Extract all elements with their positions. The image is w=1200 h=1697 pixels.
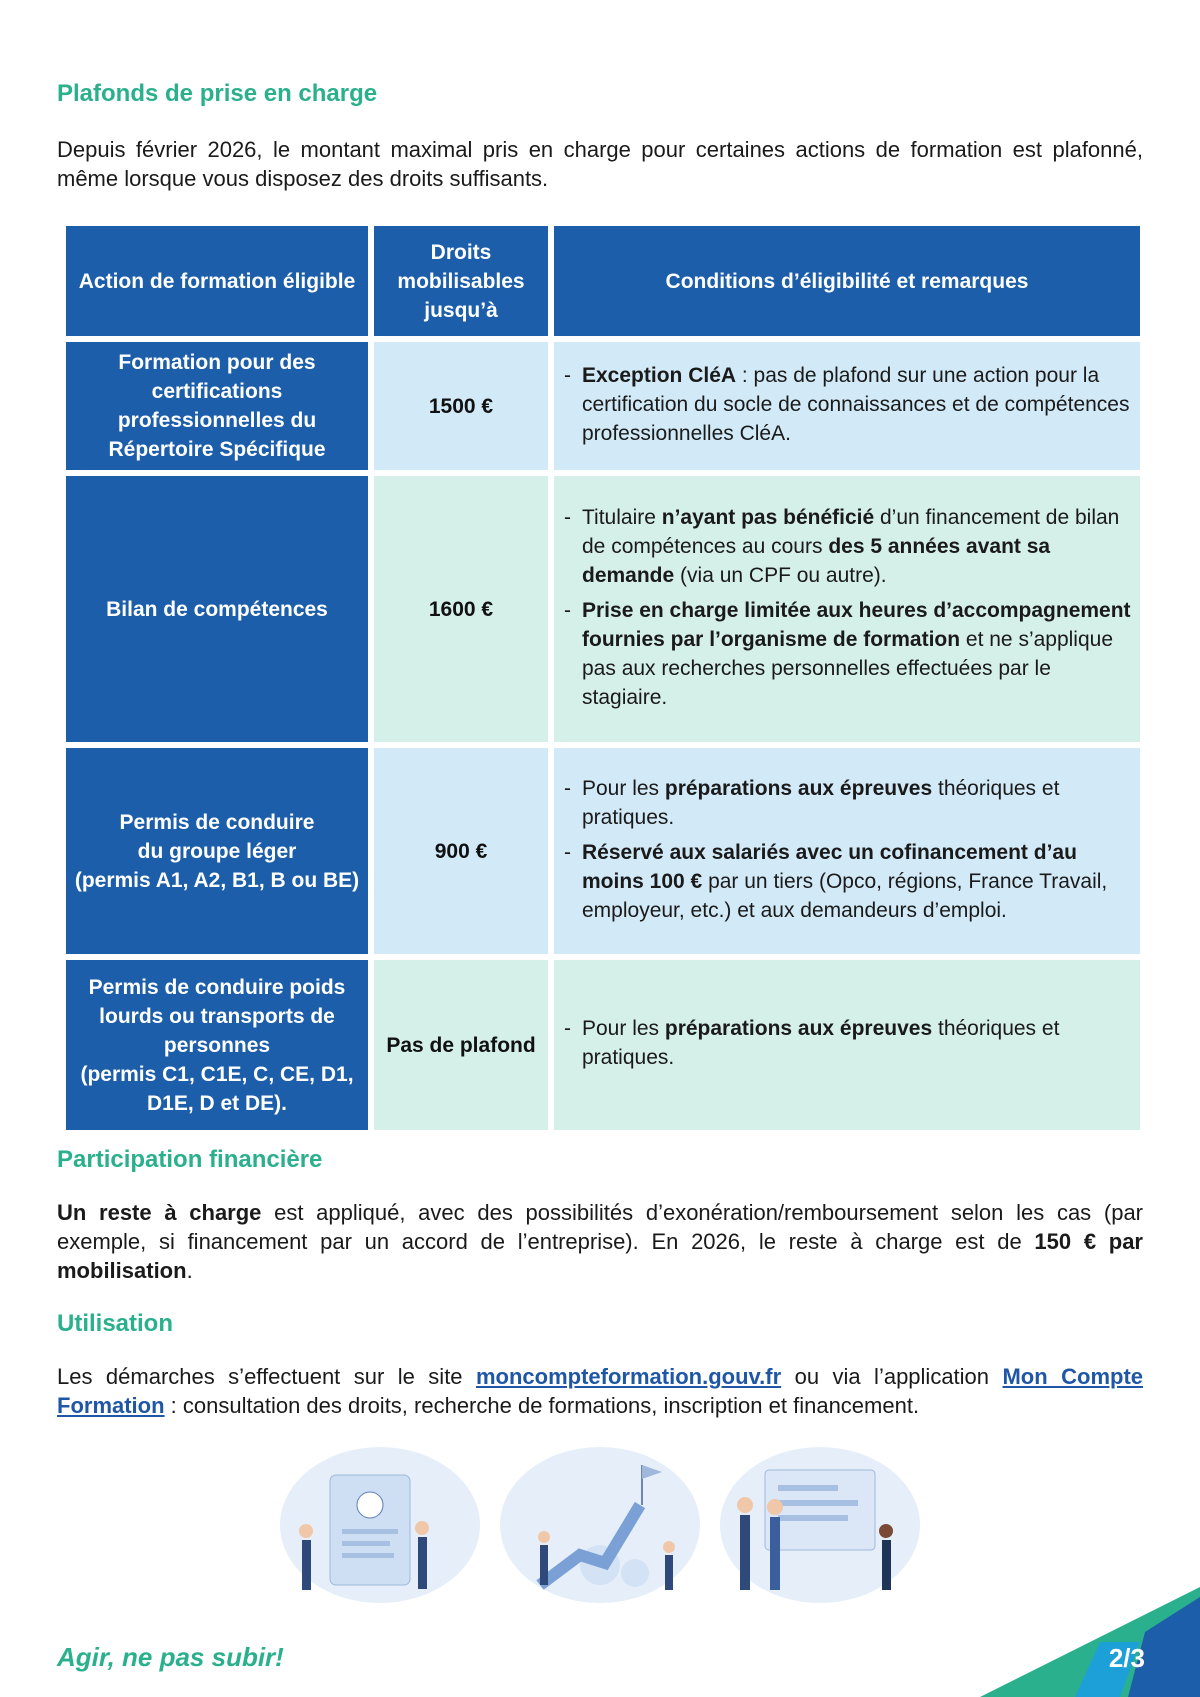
participation-text: est appliqué, avec des possibilités d’exonération/remboursement selon les cas (par exemple, si financement par un accord de l’entreprise). En 2026, le reste à charge est de — [57, 1200, 1144, 1254]
corner-decoration — [980, 1587, 1200, 1697]
participation-bold: Un reste à charge — [57, 1200, 262, 1225]
app-link[interactable]: Mon Compte Formation — [57, 1364, 1143, 1418]
section-title-utilisation: Utilisation — [57, 1310, 174, 1337]
condition-item — [562, 361, 1132, 448]
website-link[interactable]: moncompteformation.gouv.fr — [475, 1364, 782, 1389]
table-row — [66, 476, 1140, 742]
action-cell: Formation pour des certifications professionnelles du Répertoire Spécifique — [66, 342, 368, 470]
utilisation-text: : consultation des droits, recherche de formations, inscription et financement. — [164, 1393, 920, 1418]
illustrations — [270, 1445, 930, 1605]
condition-bold: préparations aux épreuves — [664, 776, 933, 800]
condition-bold: Prise en charge limitée aux heures d’accompagnement fournies par l’organisme de formation — [582, 598, 1131, 651]
condition-text: Pour les — [582, 776, 665, 800]
amount-cell: 900 € — [374, 748, 548, 954]
amount-cell: 1500 € — [374, 342, 548, 470]
action-line: (permis C1, C1E, C, CE, D1, D1E, D et DE). — [80, 1062, 354, 1115]
conditions-cell — [554, 476, 1140, 742]
section-title-plafonds: Plafonds de prise en charge — [57, 80, 378, 107]
condition-bold: des 5 années avant sa demande — [582, 534, 1051, 587]
condition-item — [562, 1014, 1132, 1072]
presentation-board-illustration — [720, 1447, 920, 1603]
action-line: (permis A1, A2, B1, B ou BE) — [74, 868, 360, 892]
section-title-participation: Participation financière — [57, 1146, 323, 1173]
plafonds-table — [60, 220, 1146, 1136]
header-amount: Droits mobilisables jusqu’à — [374, 226, 548, 336]
table-row — [66, 748, 1140, 954]
condition-text: (via un CPF ou autre). — [674, 563, 887, 587]
condition-item — [562, 774, 1132, 832]
participation-paragraph — [57, 1198, 1143, 1285]
action-line: Permis de conduire poids lourds ou transports de personnes — [88, 975, 346, 1057]
intro-paragraph: Depuis février 2026, le montant maximal pris en charge pour certaines actions de formation est plafonné, même lorsque vous disposez des droits suffisants. — [57, 137, 1143, 191]
action-line: Permis de conduire du groupe léger — [119, 810, 315, 863]
condition-text: théoriques et pratiques. — [582, 776, 1060, 829]
clipboard-profile-illustration — [280, 1447, 480, 1603]
condition-bold: Exception CléA — [582, 363, 737, 387]
participation-bold: 150 € par mobilisation — [57, 1229, 1143, 1283]
header-action: Action de formation éligible — [66, 226, 368, 336]
table-header-row — [66, 226, 1140, 336]
condition-item — [562, 503, 1132, 590]
participation-text: . — [186, 1258, 193, 1283]
utilisation-text: Les démarches s’effectuent sur le site — [57, 1364, 476, 1389]
condition-text: Pour les — [582, 1017, 665, 1040]
footer-slogan: Agir, ne pas subir! — [57, 1642, 284, 1672]
page-number: 2/3 — [1108, 1643, 1145, 1673]
utilisation-paragraph — [57, 1362, 1143, 1420]
condition-bold: préparations aux épreuves — [664, 1017, 933, 1040]
condition-text: et ne s’applique pas aux recherches personnelles effectuées par le stagiaire. — [582, 627, 1114, 709]
table-row — [66, 342, 1140, 470]
condition-text: théoriques et pratiques. — [582, 1017, 1060, 1069]
conditions-cell — [554, 342, 1140, 470]
action-cell: Bilan de compétences — [66, 476, 368, 742]
header-conditions: Conditions d’éligibilité et remarques — [554, 226, 1140, 336]
condition-item — [562, 838, 1132, 925]
condition-bold: n’ayant pas bénéficié — [661, 505, 875, 529]
condition-text: par un tiers (Opco, régions, France Travail, employeur, etc.) et aux demandeurs d’emploi. — [582, 869, 1108, 922]
conditions-cell — [554, 960, 1140, 1130]
action-cell — [66, 960, 368, 1130]
conditions-cell — [554, 748, 1140, 954]
table-row — [66, 960, 1140, 1130]
condition-item — [562, 596, 1132, 712]
growth-chart-illustration — [500, 1447, 700, 1603]
condition-text: d’un financement de bilan de compétences au cours — [582, 505, 1120, 558]
utilisation-text: ou via l’application — [781, 1364, 1003, 1389]
condition-text: : pas de plafond sur une action pour la certification du socle de connaissances et de compétences professionnelles CléA. — [582, 363, 1130, 445]
action-cell — [66, 748, 368, 954]
condition-text: Titulaire — [582, 505, 662, 529]
amount-cell: Pas de plafond — [374, 960, 548, 1130]
condition-bold: Réservé aux salariés avec un cofinancement d’au moins 100 € — [582, 840, 1077, 893]
amount-cell: 1600 € — [374, 476, 548, 742]
